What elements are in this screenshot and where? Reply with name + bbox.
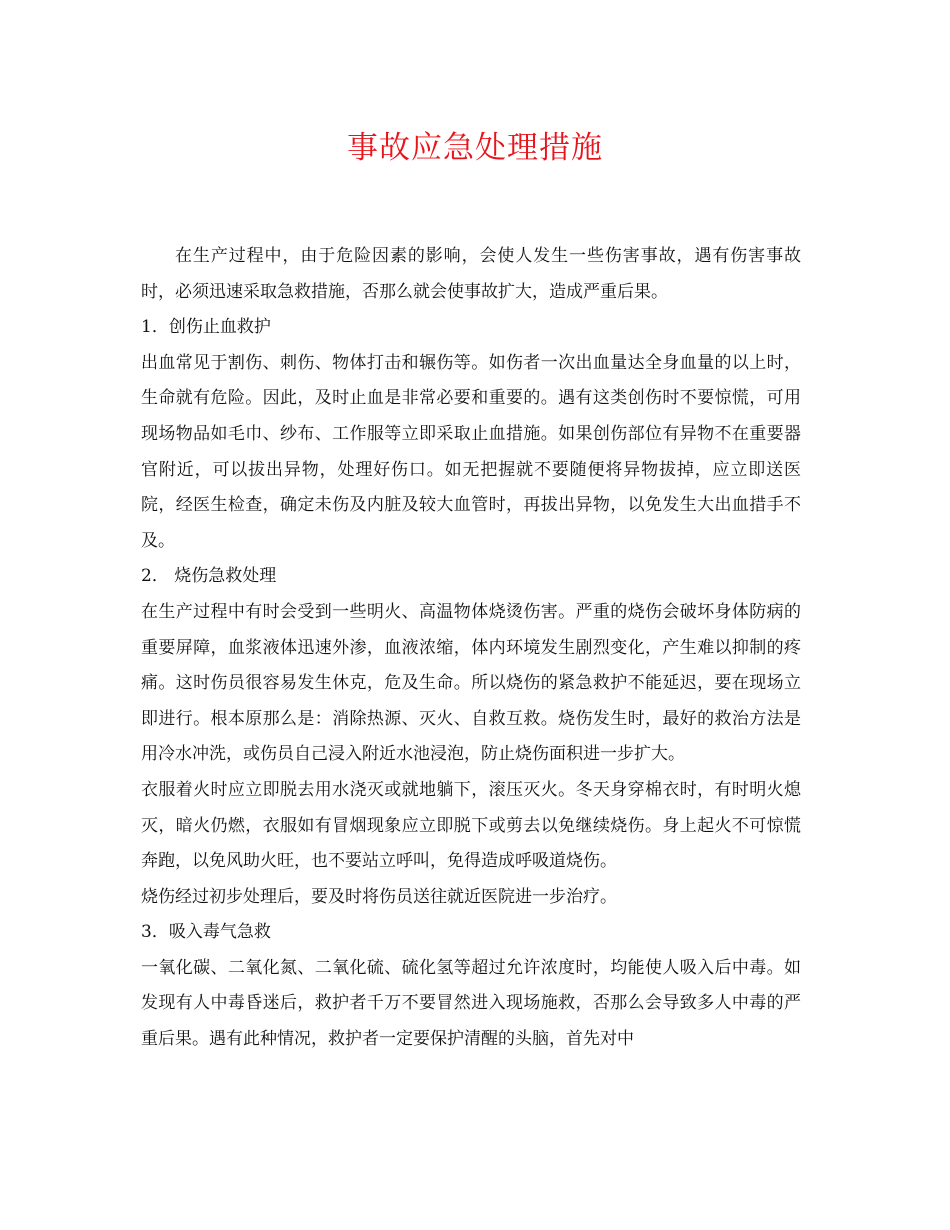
intro-paragraph: 在生产过程中，由于危险因素的影响，会使人发生一些伤害事故，遇有伤害事故时，必须迅速采取急救措施，否那么就会使事故扩大，造成严重后果。	[141, 246, 801, 302]
section-heading-2: 2． 烧伤急救处理	[141, 566, 277, 587]
document-body	[141, 239, 801, 1058]
section-heading-1: 1．创伤止血救护	[141, 317, 271, 338]
section-2-paragraph-1: 在生产过程中有时会受到一些明火、高温物体烧烫伤害。严重的烧伤会破坏身体防病的重要屏障，血浆液体迅速外渗，血液浓缩，体内环境发生剧烈变化，产生难以抑制的疼痛。这时伤员很容易发生休克，危及生命。所以烧伤的紧急救护不能延迟，要在现场立即进行。根本原那么是：消除热源、灭火、自救互救。烧伤发生时，最好的救治方法是用冷水冲洗，或伤员自己浸入附近水池浸泡，防止烧伤面积进一步扩大。	[141, 601, 801, 765]
section-heading-3: 3．吸入毒气急救	[141, 922, 271, 943]
section-1-paragraph-1: 出血常见于割伤、刺伤、物体打击和辗伤等。如伤者一次出血量达全身血量的以上时，生命就有危险。因此，及时止血是非常必要和重要的。遇有这类创伤时不要惊慌，可用现场物品如毛巾、纱布、工作服等立即采取止血措施。如果创伤部位有异物不在重要器官附近，可以拔出异物，处理好伤口。如无把握就不要随便将异物拔掉，应立即送医院，经医生检查，确定未伤及内脏及较大血管时，再拔出异物，以免发生大出血措手不及。	[141, 352, 801, 551]
section-3-paragraph-1: 一氧化碳、二氧化氮、二氧化硫、硫化氢等超过允许浓度时，均能使人吸入后中毒。如发现有人中毒昏迷后，救护者千万不要冒然进入现场施救，否那么会导致多人中毒的严重后果。遇有此种情况，救护者一定要保护清醒的头脑，首先对中	[141, 957, 801, 1050]
document-title: 事故应急处理措施	[347, 130, 603, 166]
section-2-paragraph-2: 衣服着火时应立即脱去用水浇灭或就地躺下，滚压灭火。冬天身穿棉衣时，有时明火熄灭，暗火仍燃，衣服如有冒烟现象应立即脱下或剪去以免继续烧伤。身上起火不可惊慌奔跑，以免风助火旺，也不要站立呼叫，免得造成呼吸道烧伤。	[141, 779, 801, 872]
section-2-paragraph-3: 烧伤经过初步处理后，要及时将伤员送往就近医院进一步治疗。	[141, 886, 617, 907]
